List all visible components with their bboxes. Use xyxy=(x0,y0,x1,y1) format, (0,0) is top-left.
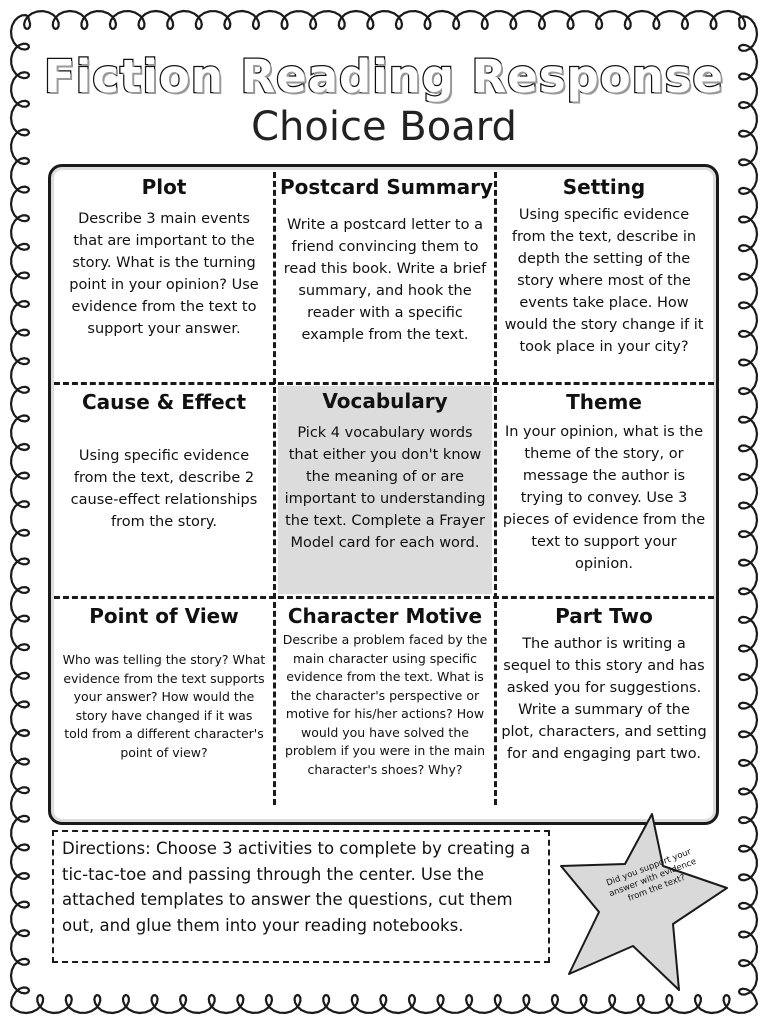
cell-text: In your opinion, what is the theme of the story, or message the author is trying to convey. Use 3 pieces of evidence from the text to support your opinion. xyxy=(502,424,706,572)
cell-text: Using specific evidence from the text, describe in depth the setting of the story where most of the events take place. How would the story change if it took place in your city? xyxy=(504,207,704,355)
cell-title: Plot xyxy=(141,175,187,199)
cell-character-motive xyxy=(276,603,494,813)
cell-title: Vocabulary xyxy=(322,389,448,413)
cell-theme xyxy=(497,389,711,595)
cell-postcard-summary xyxy=(276,174,494,380)
page-subtitle: Choice Board xyxy=(251,104,517,150)
cell-text: Describe 3 main events that are important to the story. What is the turning point in your opinion? Use evidence from the text to support your answer. xyxy=(69,211,259,337)
cell-text: Pick 4 vocabulary words that either you don't know the meaning of or are important to understanding the text. Complete a Frayer Model card for each word. xyxy=(284,425,486,551)
cell-part-two xyxy=(497,603,711,809)
cell-title: Setting xyxy=(562,175,646,199)
directions-text: Directions: Choose 3 activities to complete by creating a tic-tac-toe and passing through the center. Use the attached templates to answer the questions, cut them out, and glue them into your reading notebooks. xyxy=(62,839,531,935)
cell-title: Character Motive xyxy=(287,604,483,628)
grid-divider-horizontal xyxy=(54,382,714,385)
cell-text: Write a postcard letter to a friend convincing them to read this book. Write a brief summary, and hook the reader with a specific example from the text. xyxy=(283,217,487,343)
cell-title: Postcard Summary xyxy=(280,175,494,199)
grid-divider-horizontal xyxy=(54,596,714,599)
star-icon xyxy=(555,808,735,998)
star-note: Did you support your answer with evidence from the text? xyxy=(605,847,698,904)
cell-setting xyxy=(497,174,711,380)
cell-title: Part Two xyxy=(555,604,653,628)
cell-title: Theme xyxy=(566,390,642,414)
cell-vocabulary xyxy=(278,386,492,594)
cell-title: Point of View xyxy=(89,604,239,628)
page-title: Fiction Reading Response xyxy=(44,50,724,103)
cell-text: Describe a problem faced by the main character using specific evidence from the text. What is the character's perspective or motive for his/her actions? How would you have solved the problem if you were in the main character's shoes? Why? xyxy=(282,632,488,777)
cell-plot xyxy=(58,174,270,380)
directions-box xyxy=(52,830,550,963)
cell-text: Using specific evidence from the text, describe 2 cause-effect relationships from the story. xyxy=(70,448,258,530)
cell-title: Cause & Effect xyxy=(81,390,247,414)
cell-text: The author is writing a sequel to this story and has asked you for suggestions. Write a summary of the plot, characters, and setting for and engaging part two. xyxy=(501,636,707,762)
cell-text: Who was telling the story? What evidence from the text supports your answer? How would the story have changed if it was told from a different character's point of view? xyxy=(62,652,266,760)
cell-point-of-view xyxy=(58,603,270,803)
cell-cause-effect xyxy=(58,389,270,595)
